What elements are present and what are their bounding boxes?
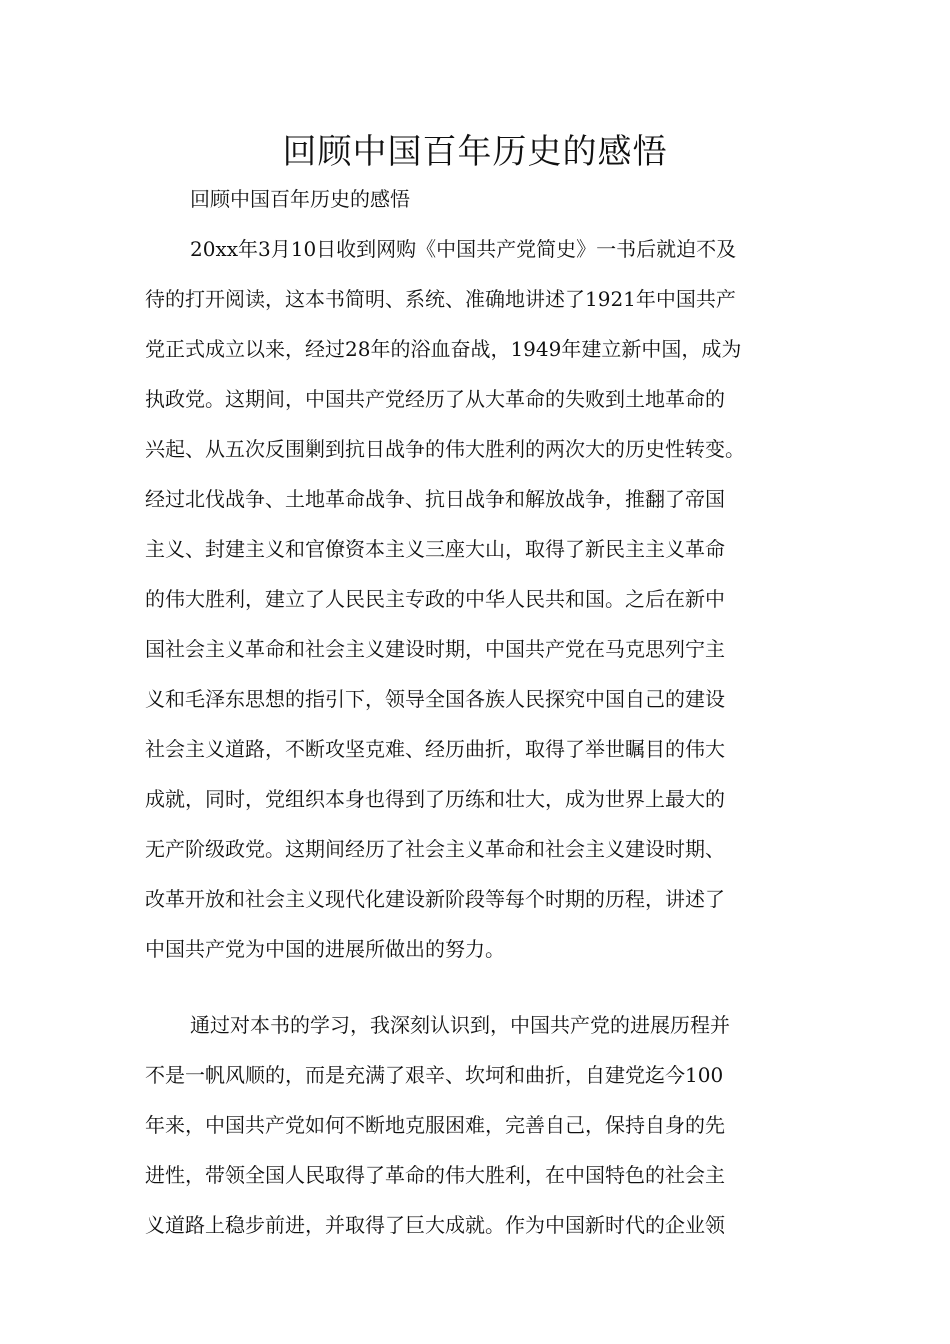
paragraph-1-line-8: 的伟大胜利，建立了人民民主专政的中华人民共和国。之后在新中 — [145, 587, 725, 611]
paragraph-1-line-14: 改革开放和社会主义现代化建设新阶段等每个时期的历程，讲述了 — [145, 887, 725, 911]
paragraph-2-line-3: 年来，中国共产党如何不断地克服困难，完善自己，保持自身的先 — [145, 1113, 725, 1137]
paragraph-1-line-13: 无产阶级政党。这期间经历了社会主义革命和社会主义建设时期、 — [145, 837, 725, 861]
paragraph-1-line-3: 党正式成立以来，经过28年的浴血奋战，1949年建立新中国，成为 — [145, 337, 742, 361]
paragraph-1-line-12: 成就，同时，党组织本身也得到了历练和壮大，成为世界上最大的 — [145, 787, 725, 811]
document-subtitle: 回顾中国百年历史的感悟 — [190, 187, 410, 211]
paragraph-1-line-10: 义和毛泽东思想的指引下，领导全国各族人民探究中国自己的建设 — [145, 687, 725, 711]
paragraph-1-line-9: 国社会主义革命和社会主义建设时期，中国共产党在马克思列宁主 — [145, 637, 725, 661]
paragraph-1-line-7: 主义、封建主义和官僚资本主义三座大山，取得了新民主主义革命 — [145, 537, 725, 561]
paragraph-1-line-11: 社会主义道路，不断攻坚克难、经历曲折，取得了举世瞩目的伟大 — [145, 737, 725, 761]
paragraph-2-line-2: 不是一帆风顺的，而是充满了艰辛、坎坷和曲折，自建党迄今100 — [145, 1063, 724, 1087]
paragraph-1-line-6: 经过北伐战争、土地革命战争、抗日战争和解放战争，推翻了帝国 — [145, 487, 725, 511]
paragraph-2-line-5: 义道路上稳步前进，并取得了巨大成就。作为中国新时代的企业领 — [145, 1213, 725, 1237]
paragraph-1-line-4: 执政党。这期间，中国共产党经历了从大革命的失败到土地革命的 — [145, 387, 725, 411]
paragraph-2-line-4: 进性，带领全国人民取得了革命的伟大胜利，在中国特色的社会主 — [145, 1163, 725, 1187]
paragraph-1-line-2: 待的打开阅读，这本书简明、系统、准确地讲述了1921年中国共产 — [145, 287, 736, 311]
document-title: 回顾中国百年历史的感悟 — [282, 132, 668, 172]
paragraph-1-line-5: 兴起、从五次反围剿到抗日战争的伟大胜利的两次大的历史性转变。 — [145, 437, 745, 461]
paragraph-2-line-1: 通过对本书的学习，我深刻认识到，中国共产党的进展历程并 — [190, 1013, 730, 1037]
paragraph-1-line-1: 20xx年3月10日收到网购《中国共产党简史》一书后就迫不及 — [190, 237, 737, 261]
paragraph-1-line-15: 中国共产党为中国的进展所做出的努力。 — [145, 937, 505, 961]
